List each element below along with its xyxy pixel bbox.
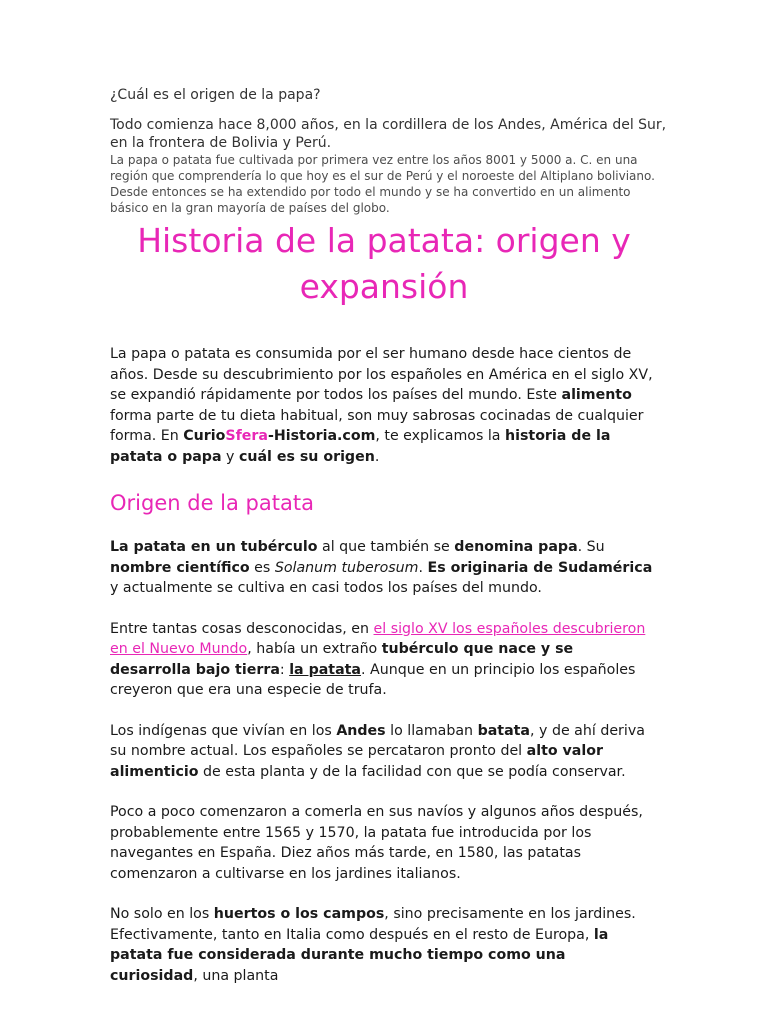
intro-paragraph-2: La papa o patata fue cultivada por primera vez entre los años 8001 y 5000 a. C. en una región que comprendería lo que hoy es el sur de Perú y el noroeste del Altiplano boliviano. Desde entonces se ha extendido por todo el mundo y se ha convertido en un alimento básico en la gran mayoría de países del globo. (110, 153, 655, 215)
bold-text: nombre científico (110, 559, 250, 576)
bold-text: historia de la patata o papa (110, 428, 611, 465)
article-title: Historia de la patata: origen y expansión (137, 221, 631, 306)
text: La papa o patata es consumida por el ser humano desde hace cientos de años. Desde su descubrimiento por los españoles en América en el siglo XV, se expandió rápidamente por todos los países del mundo. Este (110, 346, 653, 403)
text: No solo en los (110, 906, 214, 922)
section-heading: Origen de la patata (110, 491, 314, 515)
text: Poco a poco comenzaron a comerla en sus navíos y algunos años después, probablemente entre 1565 y 1570, la patata fue introducida por los navegantes en España. Diez años más tarde, en 1580, las patatas comenzaron a cultivarse en los jardines italianos. (110, 804, 643, 882)
text: . Aunque en un principio los españoles creyeron que era una especie de trufa. (110, 661, 636, 698)
text: de esta planta y de la facilidad con que se podía conservar. (198, 763, 626, 780)
bold-text: Andes (336, 722, 386, 739)
bold-text: La patata en un tubérculo (110, 539, 318, 555)
paragraph-3 (110, 721, 658, 783)
article-intro-paragraph (110, 344, 658, 467)
bold-text: tubérculo que nace y se desarrolla bajo tierra (110, 641, 574, 678)
paragraph-1 (110, 537, 658, 599)
paragraph-2 (110, 619, 658, 701)
text: , y de ahí deriva su nombre actual. Los españoles se percataron pronto del (110, 722, 645, 759)
text: , una planta (193, 967, 279, 984)
intro-question: ¿Cuál es el origen de la papa? (110, 87, 321, 103)
article (110, 218, 658, 1006)
intro-paragraph-1: Todo comienza hace 8,000 años, en la cordillera de los Andes, América del Sur, en la frontera de Bolivia y Perú. (110, 117, 667, 151)
text: es (249, 559, 275, 576)
bold-text: Es originaria de Sudamérica (427, 559, 653, 576)
italic-text: Solanum tuberosum (274, 559, 419, 576)
text: Los indígenas que vivían en los (110, 722, 337, 739)
bold-text: la patata fue considerada durante mucho tiempo como una curiosidad (110, 926, 609, 984)
bold-text: alimento (561, 387, 632, 403)
text: . (418, 559, 428, 576)
bold-text: alto valor alimenticio (110, 743, 603, 780)
text: y (221, 448, 239, 465)
bold-text: batata (477, 722, 531, 739)
brand-historia: -Historia.com (267, 428, 376, 444)
bold-text: denomina papa (454, 539, 578, 555)
text: , te explicamos la (375, 428, 505, 444)
text: , había un extraño (247, 641, 382, 657)
text: , sino precisamente en los jardines. Efectivamente, tanto en Italia como después en el resto de Europa, (110, 906, 636, 943)
intro-block (110, 86, 670, 216)
bold-text: huertos o los campos (213, 906, 385, 922)
bold-text: cuál es su origen (238, 448, 375, 465)
article-link[interactable]: el siglo XV los españoles descubrieron en el Nuevo Mundo (110, 620, 646, 657)
text: y actualmente se cultiva en casi todos los países del mundo. (110, 580, 542, 596)
text: . Su (577, 539, 605, 555)
paragraph-4 (110, 802, 658, 884)
brand-curio: Curio (183, 428, 226, 444)
text: lo llamaban (385, 722, 478, 739)
text: Entre tantas cosas desconocidas, en (110, 620, 374, 637)
paragraph-5 (110, 904, 658, 986)
text: forma parte de tu dieta habitual, son muy sabrosas cocinadas de cualquier forma. En (110, 407, 644, 444)
text: : (279, 661, 290, 678)
bold-underlined-text: la patata (289, 661, 362, 678)
brand-sfera: Sfera (225, 428, 268, 444)
text: . (374, 448, 380, 465)
text: al que también se (317, 539, 455, 555)
